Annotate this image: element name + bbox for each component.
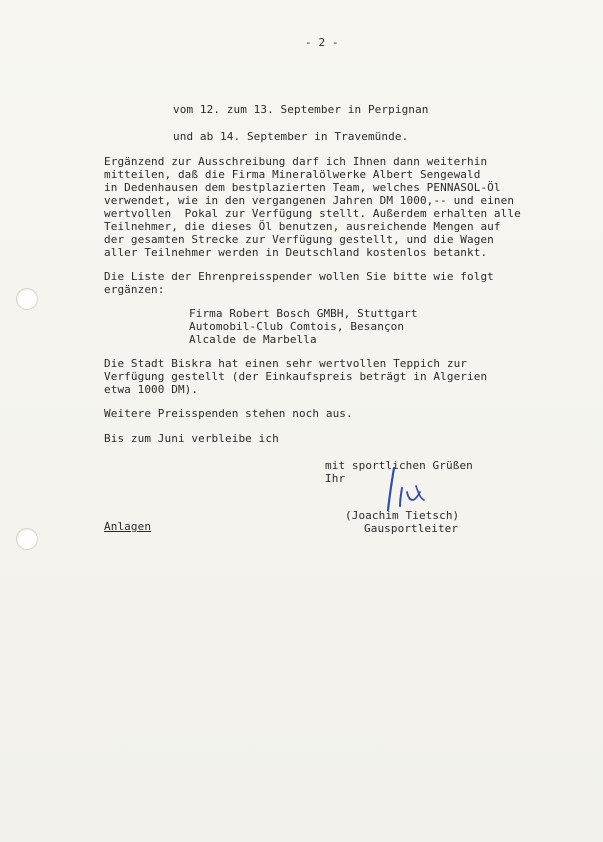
donor-item: Alcalde de Marbella: [189, 333, 317, 346]
body-line: Die Stadt Biskra hat einen sehr wertvollen Teppich zur: [104, 357, 468, 370]
sender-title: Gausportleiter: [364, 522, 459, 535]
date-line-travemuende: und ab 14. September in Travemünde.: [173, 130, 409, 143]
body-line: ergänzen:: [104, 283, 165, 296]
body-line: aller Teilnehmer werden in Deutschland kostenlos betankt.: [104, 246, 488, 259]
attachments-label: Anlagen: [104, 520, 152, 533]
body-line: in Dedenhausen dem bestplazierten Team, welches PENNASOL-Öl: [104, 181, 501, 194]
body-line: Teilnehmer, die dieses Öl benutzen, ausreichende Mengen auf: [104, 220, 501, 233]
body-line: Die Liste der Ehrenpreisspender wollen Sie bitte wie folgt: [104, 270, 494, 283]
punch-hole-top: [16, 288, 38, 310]
body-line: Ergänzend zur Ausschreibung darf ich Ihnen dann weiterhin: [104, 155, 488, 168]
body-line: der gesamten Strecke zur Verfügung gestellt, und die Wagen: [104, 233, 494, 246]
body-line: verwendet, wie in den vergangenen Jahren DM 1000,-- und einen: [104, 194, 515, 207]
body-line: mitteilen, daß die Firma Mineralölwerke Albert Sengewald: [104, 168, 481, 181]
page-number: - 2 -: [305, 36, 339, 49]
body-line: Bis zum Juni verbleibe ich: [104, 432, 279, 445]
punch-hole-bottom: [16, 528, 38, 550]
sender-name: (Joachim Tietsch): [345, 509, 460, 522]
closing-greeting: mit sportlichen Grüßen: [325, 459, 473, 472]
body-line: etwa 1000 DM).: [104, 383, 199, 396]
donor-item: Firma Robert Bosch GMBH, Stuttgart: [189, 307, 418, 320]
date-line-perpignan: vom 12. zum 13. September in Perpignan: [173, 103, 429, 116]
body-line: Weitere Preisspenden stehen noch aus.: [104, 407, 353, 420]
body-line: Verfügung gestellt (der Einkaufspreis beträgt in Algerien: [104, 370, 488, 383]
donor-item: Automobil-Club Comtois, Besançon: [189, 320, 405, 333]
closing-ihr: Ihr: [325, 472, 346, 485]
body-line: wertvollen Pokal zur Verfügung stellt. Außerdem erhalten alle: [104, 207, 521, 220]
